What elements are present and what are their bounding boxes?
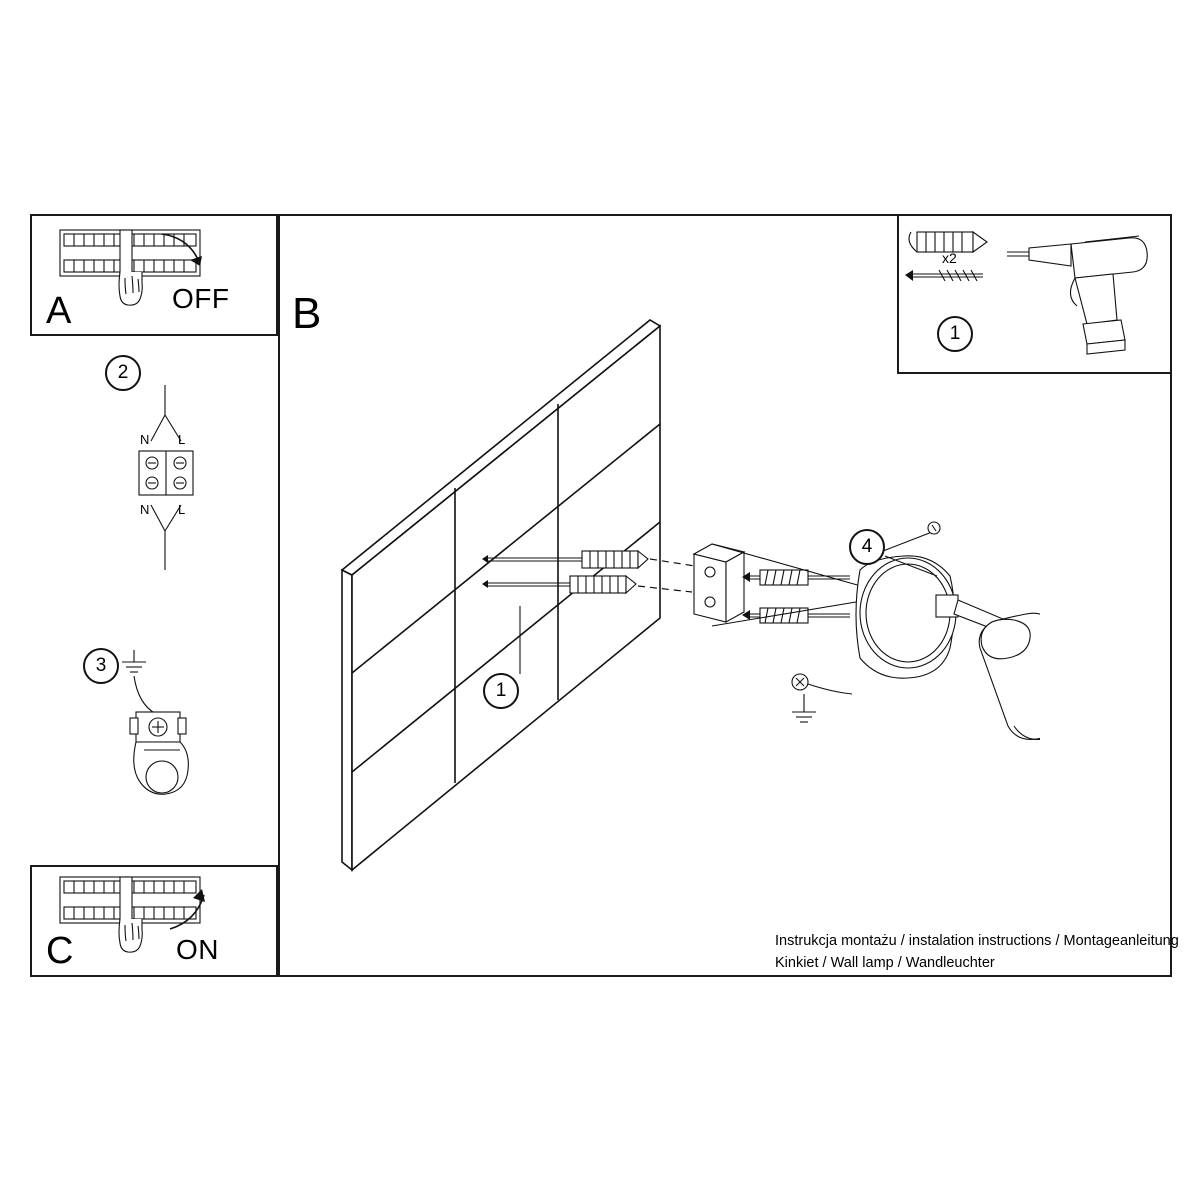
section-letter-a: A — [46, 290, 72, 332]
caption-line-1: Instrukcja montażu / instalation instructions / Montageanleitung — [775, 933, 1179, 949]
terminal-label-n-bottom: N — [140, 502, 150, 517]
step-badge-1-tools: 1 — [937, 316, 973, 352]
caption-line-2: Kinkiet / Wall lamp / Wandleuchter — [775, 955, 995, 972]
terminal-block-wiring-illustration — [115, 385, 235, 585]
panel-tools — [897, 214, 1172, 374]
caption-block — [775, 930, 1179, 975]
terminal-label-n-top: N — [140, 432, 150, 447]
terminal-label-l-bottom: L — [178, 502, 186, 517]
label-off: OFF — [172, 283, 230, 314]
quantity-label-x2: x2 — [942, 250, 957, 266]
callout-leader-line-1 — [500, 596, 540, 678]
step-badge-2: 2 — [105, 355, 141, 391]
step-badge-3: 3 — [83, 648, 119, 684]
step-badge-4: 4 — [849, 529, 885, 565]
terminal-label-l-top: L — [178, 432, 186, 447]
callout-leader-line-4 — [885, 546, 945, 586]
section-letter-c: C — [46, 930, 74, 972]
tools-illustration — [899, 216, 1170, 372]
step-badge-1-wall: 1 — [483, 673, 519, 709]
section-letter-b: B — [292, 289, 322, 338]
earth-ground-connector-illustration — [110, 640, 220, 830]
label-on: ON — [176, 934, 219, 965]
